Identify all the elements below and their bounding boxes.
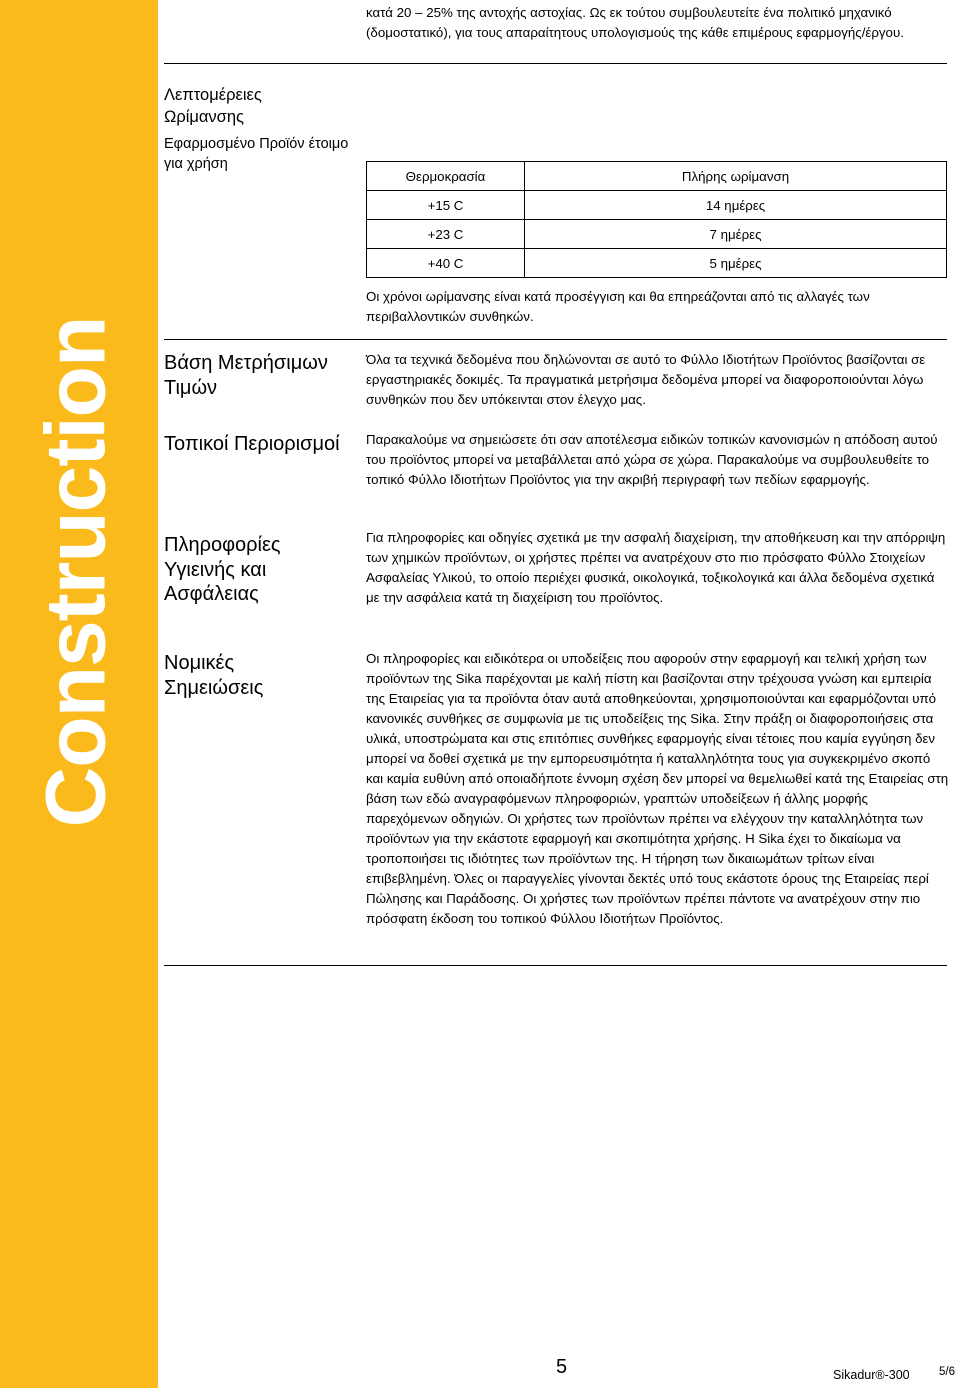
divider-top — [164, 63, 947, 64]
temperature-cell: +40 C — [367, 249, 525, 278]
curing-subheading: Εφαρμοσμένο Προϊόν έτοιμο για χρήση — [164, 136, 349, 172]
temperature-cell: +15 C — [367, 191, 525, 220]
table-header-row — [367, 162, 947, 191]
footer-product-name: Sikadur®-300 — [833, 1368, 910, 1382]
footer-page-number: 5 — [556, 1356, 568, 1378]
section-text-health: Για πληροφορίες και οδηγίες σχετικά με την ασφαλή διαχείριση, την αποθήκευση και την απόρριψη των χημικών προϊόντων, οι χρήστες πρέπει να ανατρέχουν στο πιο πρόσφατο Φύλλο Στοιχείων Ασφαλείας Υλικού, το οποίο περιέχει φυσικά, οικολογικά, τοξικολογικά και άλλα δεδομένα σχετικά με την ασφάλεια κατά τη διαχείριση του προϊόντος. — [366, 530, 946, 605]
brand-vertical-text: Construction — [28, 316, 123, 828]
top-paragraph: κατά 20 – 25% της αντοχής αστοχίας. Ως εκ τούτου συμβουλευτείτε ένα πολιτικό μηχανικό (δομοστατικό), για τους απαραίτητους υπολογισμούς της κάθε επιμέρους εφαρμογής/έργου. — [366, 5, 904, 40]
footer-page-of: 5/6 — [939, 1366, 955, 1378]
table-row — [367, 249, 947, 278]
divider-curing — [164, 339, 947, 340]
cure-time-cell: 5 ημέρες — [525, 249, 947, 278]
table-row — [367, 191, 947, 220]
table-row — [367, 220, 947, 249]
curing-note: Οι χρόνοι ωρίμανσης είναι κατά προσέγγιση και θα επηρεάζονται από τις αλλαγές των περιβαλλοντικών συνθηκών. — [366, 289, 870, 324]
section-label-basis: Βάση Μετρήσιμων Τιμών — [164, 352, 328, 399]
header-temperature: Θερμοκρασία — [367, 162, 525, 191]
temperature-cell: +23 C — [367, 220, 525, 249]
curing-table — [366, 161, 947, 278]
section-label-health: Πληροφορίες Υγιεινής και Ασφάλειας — [164, 534, 281, 605]
header-full-cure: Πλήρης ωρίμανση — [525, 162, 947, 191]
section-text-local: Παρακαλούμε να σημειώσετε ότι σαν αποτέλεσμα ειδικών τοπικών κανονισμών η απόδοση αυτού του προϊόντος μπορεί να μεταβάλλεται από χώρα σε χώρα. Παρακαλούμε να συμβουλευθείτε το τοπικό Φύλλο Ιδιοτήτων Προϊόντος για την ακριβή περιγραφή των πεδίων εφαρμογής. — [366, 432, 938, 487]
curing-heading: Λεπτομέρειες Ωρίμανσης — [164, 86, 262, 126]
cure-time-cell: 7 ημέρες — [525, 220, 947, 249]
cure-time-cell: 14 ημέρες — [525, 191, 947, 220]
section-label-legal: Νομικές Σημειώσεις — [164, 652, 264, 699]
section-text-legal: Οι πληροφορίες και ειδικότερα οι υποδείξεις που αφορούν στην εφαρμογή και τελική χρήση των προϊόντων της Sika παρέχονται με καλή πίστη και βασίζονται στην τρέχουσα γνώση και εμπειρία της Εταιρείας για τα προϊόντα όταν αυτά αποθηκεύονται, χρησιμοποιούνται και εφαρμόζονται υπό κανονικές συνθήκες σε συμφωνία με τις υποδείξεις της Sika. Στην πράξη οι διαφοροποιήσεις στα υλικά, υποστρώματα και στις επιτόπιες συνθήκες εφαρμογής είναι τέτοιες που καμία εγγύηση δεν μπορεί να δοθεί σχετικά με την εμπορευσιμότητα ή καταλληλότητα τους για συγκεκριμένο σκοπό και καμία ευθύνη από οποιαδήποτε έννομη σχέση δεν μπορεί να θεμελιωθεί κατά της Εταιρείας στη βάση των εδώ αναγραφόμενων πληροφοριών, γραπτών υποδείξεων ή άλλης μορφής παρεχόμενων οδηγιών. Οι χρήστες των προϊόντων πρέπει να ελέγχουν την καταλληλότητα των προϊόντων για την εκάστοτε εφαρμογή και σκοπιμότητα χρήσης. Η Sika έχει το δικαίωμα να τροποποιήσει τις ιδιότητες των προϊόντων της. Η τήρηση των δικαιωμάτων τρίτων είναι επιβεβλημένη. Όλες οι παραγγελίες γίνονται δεκτές υπό τους εκάστοτε όρους της Εταιρείας περί Πώλησης και Παράδοσης. Οι χρήστες των προϊόντων πρέπει πάντοτε να ανατρέχουν στην πιο πρόσφατη έκδοση του τοπικού Φύλλου Ιδιοτήτων Προϊόντος. — [366, 651, 949, 926]
section-text-basis: Όλα τα τεχνικά δεδομένα που δηλώνονται σε αυτό το Φύλλο Ιδιοτήτων Προϊόντος βασίζονται σε εργαστηριακές δοκιμές. Τα πραγματικά μετρήσιμα δεδομένα μπορεί να διαφοροποιούνται λόγω συνθηκών που δεν υπόκεινται στον έλεγχο μας. — [366, 352, 926, 407]
divider-bottom — [164, 965, 947, 966]
brand-side-band — [0, 0, 158, 1388]
section-label-local: Τοπικοί Περιορισμοί — [164, 433, 340, 455]
